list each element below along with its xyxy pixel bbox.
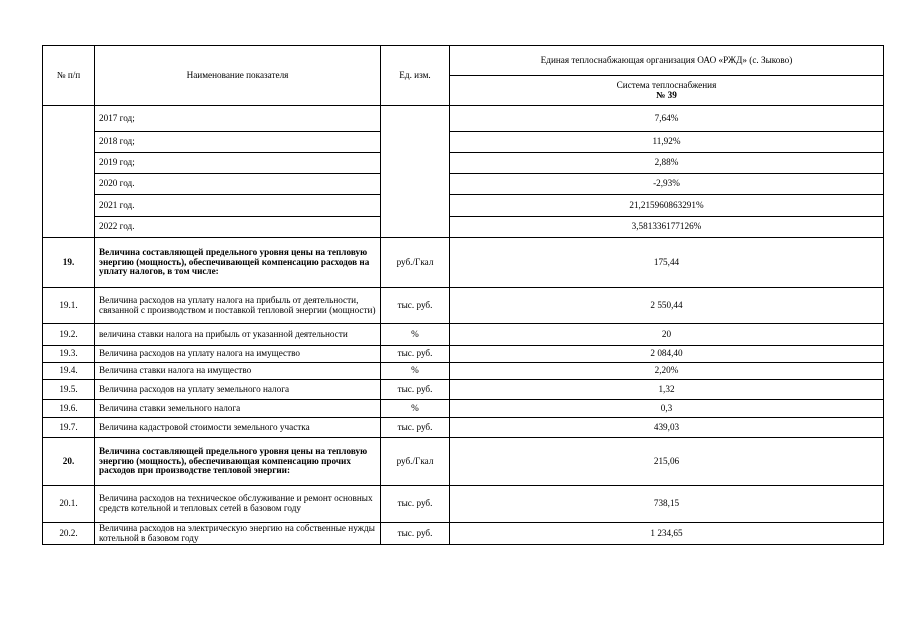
row-name: Величина расходов на уплату налога на имущество <box>95 346 381 363</box>
row-unit: % <box>381 324 450 346</box>
table-row <box>43 400 884 418</box>
row-value: 439,03 <box>450 418 884 438</box>
row-unit: тыс. руб. <box>381 346 450 363</box>
year-label: 2018 год; <box>95 132 381 153</box>
table-row <box>43 380 884 400</box>
row-value: 2 084,40 <box>450 346 884 363</box>
tariff-table <box>42 45 884 545</box>
row-num: 20.1. <box>43 486 95 523</box>
row-num: 19.6. <box>43 400 95 418</box>
row-value: 738,15 <box>450 486 884 523</box>
year-value: -2,93% <box>450 174 884 195</box>
year-label: 2022 год. <box>95 217 381 238</box>
header-system-line2: № 39 <box>656 89 677 100</box>
row-name: Величина расходов на уплату налога на прибыль от деятельности, связанной с производством и поставкой тепловой энергии (мощности) <box>95 288 381 324</box>
row-name: Величина расходов на электрическую энергию на собственные нужды котельной в базовом году <box>95 523 381 545</box>
year-row <box>43 174 884 195</box>
table-row <box>43 346 884 363</box>
row-value: 1 234,65 <box>450 523 884 545</box>
year-label: 2019 год; <box>95 153 381 174</box>
row-num: 19.7. <box>43 418 95 438</box>
row-unit: руб./Гкал <box>381 238 450 288</box>
header-num: № п/п <box>43 46 95 106</box>
year-row <box>43 132 884 153</box>
row-unit: тыс. руб. <box>381 523 450 545</box>
row-unit: тыс. руб. <box>381 486 450 523</box>
row-value: 2,20% <box>450 363 884 380</box>
year-value: 21,215960863291% <box>450 195 884 217</box>
row-name: Величина расходов на уплату земельного налога <box>95 380 381 400</box>
row-name: величина ставки налога на прибыль от указанной деятельности <box>95 324 381 346</box>
header-system <box>450 76 884 106</box>
year-value: 7,64% <box>450 106 884 132</box>
header-org: Единая теплоснабжающая организация ОАО «РЖД» (с. Зыково) <box>450 46 884 76</box>
row-name: Величина составляющей предельного уровня цены на тепловую энергию (мощность), обеспечивающей компенсацию расходов на уплату налогов, в том числе: <box>95 238 381 288</box>
table-row <box>43 363 884 380</box>
row-unit: % <box>381 363 450 380</box>
year-label: 2020 год. <box>95 174 381 195</box>
row-num: 19.4. <box>43 363 95 380</box>
table-row <box>43 238 884 288</box>
row-num: 20. <box>43 438 95 486</box>
year-value: 2,88% <box>450 153 884 174</box>
year-label: 2021 год. <box>95 195 381 217</box>
row-unit: % <box>381 400 450 418</box>
row-num: 19.5. <box>43 380 95 400</box>
row-name: Величина расходов на техническое обслуживание и ремонт основных средств котельной и тепловых сетей в базовом году <box>95 486 381 523</box>
row-unit: руб./Гкал <box>381 438 450 486</box>
year-value: 3,581336177126% <box>450 217 884 238</box>
row-unit: тыс. руб. <box>381 418 450 438</box>
row-num: 19. <box>43 238 95 288</box>
header-unit: Ед. изм. <box>381 46 450 106</box>
year-row <box>43 217 884 238</box>
table-row <box>43 523 884 545</box>
header-name: Наименование показателя <box>95 46 381 106</box>
row-num: 19.2. <box>43 324 95 346</box>
table-row <box>43 324 884 346</box>
row-value: 1,32 <box>450 380 884 400</box>
row-name: Величина ставки налога на имущество <box>95 363 381 380</box>
year-label: 2017 год; <box>95 106 381 132</box>
year-row <box>43 195 884 217</box>
header-system-line1: Система теплоснабжения <box>616 79 717 90</box>
row-value: 0,3 <box>450 400 884 418</box>
row-unit: тыс. руб. <box>381 288 450 324</box>
table-row <box>43 288 884 324</box>
row-name: Величина кадастровой стоимости земельного участка <box>95 418 381 438</box>
year-row <box>43 106 884 132</box>
row-value: 2 550,44 <box>450 288 884 324</box>
table-row <box>43 418 884 438</box>
row-name: Величина ставки земельного налога <box>95 400 381 418</box>
table-row <box>43 438 884 486</box>
table-row <box>43 486 884 523</box>
year-num-merged <box>43 106 95 238</box>
year-row <box>43 153 884 174</box>
row-num: 20.2. <box>43 523 95 545</box>
row-num: 19.3. <box>43 346 95 363</box>
row-name: Величина составляющей предельного уровня цены на тепловую энергию (мощность), обеспечивающая компенсацию прочих расходов при производстве тепловой энергии: <box>95 438 381 486</box>
row-value: 175,44 <box>450 238 884 288</box>
row-num: 19.1. <box>43 288 95 324</box>
row-value: 215,06 <box>450 438 884 486</box>
row-unit: тыс. руб. <box>381 380 450 400</box>
row-value: 20 <box>450 324 884 346</box>
year-unit-merged <box>381 106 450 238</box>
year-value: 11,92% <box>450 132 884 153</box>
